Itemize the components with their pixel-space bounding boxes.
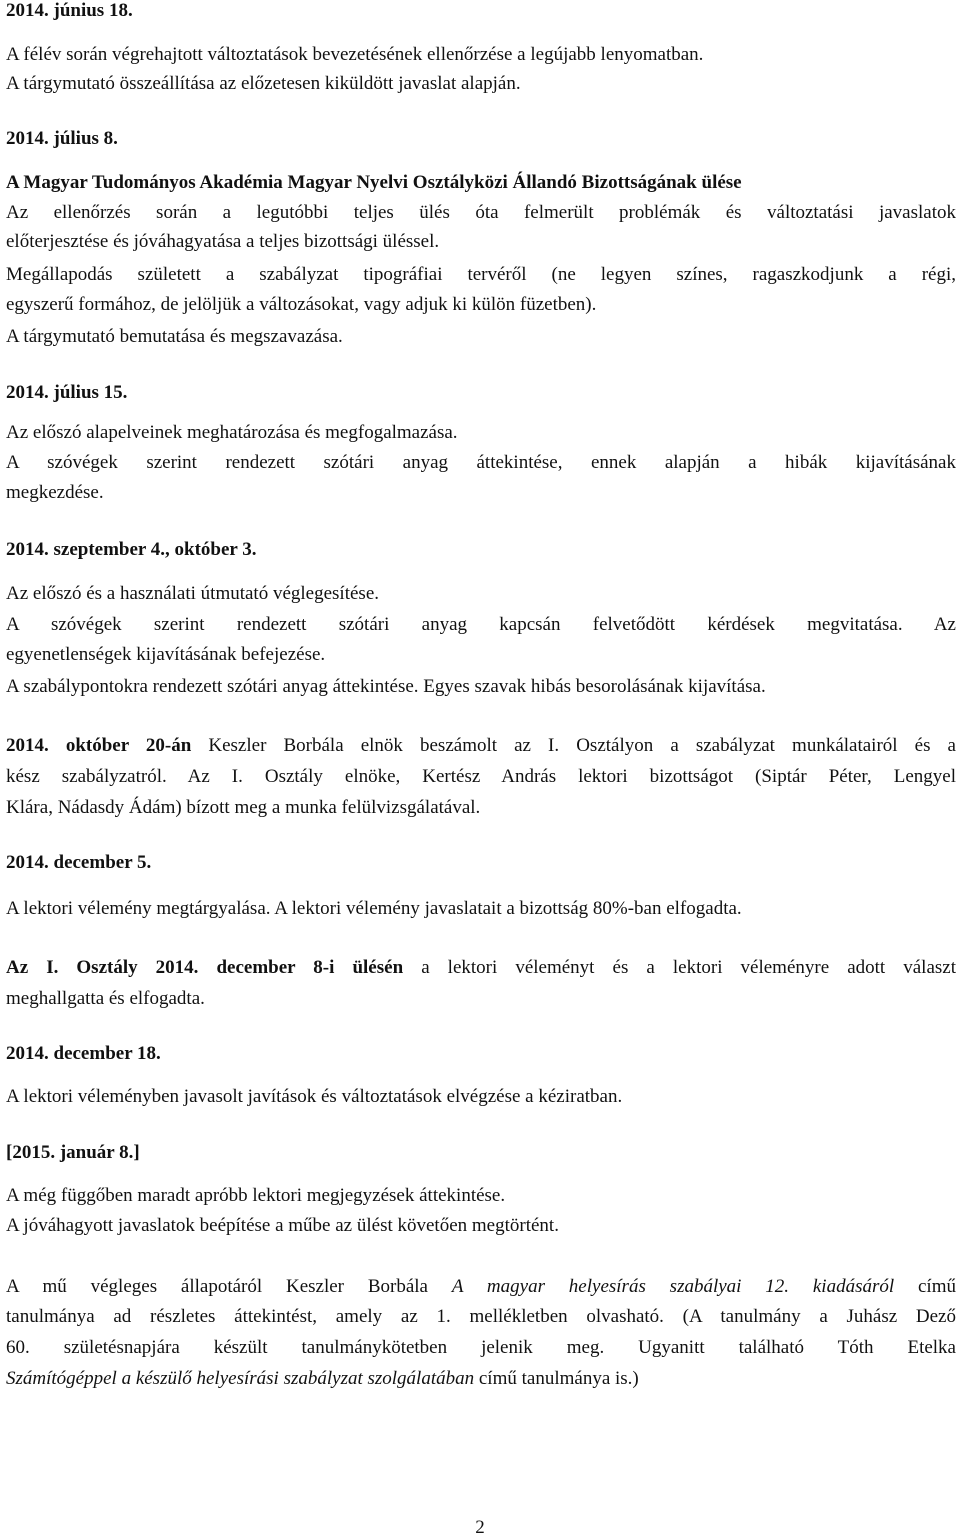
- body-line: előterjesztése és jóváhagyatása a teljes bizottsági üléssel.: [6, 231, 440, 252]
- body-line: tanulmánya ad részletes áttekintést, amely az 1. mellékletben olvasható. (A tanulmány a Juhász Dező: [6, 1306, 956, 1327]
- title-italic: Számítógéppel a készülő helyesírási szabályzat szolgálatában: [6, 1368, 475, 1389]
- paragraph-line: [6, 957, 956, 979]
- body-line: kész szabályzatról. Az I. Osztály elnöke, Kertész András lektori bizottságot (Siptár Péter, Lengyel: [6, 766, 956, 787]
- session-inline: Az I. Osztály 2014. december 8-i ülésén: [6, 957, 404, 978]
- body-line: A félév során végrehajtott változtatások bevezetésének ellenőrzése a legújabb lenyomatban.: [6, 44, 704, 65]
- body-line: 60. születésnapjára készült tanulmánykötetben jelenik meg. Ugyanitt található Tóth Etelka: [6, 1337, 956, 1358]
- body-line: A tárgymutató bemutatása és megszavazása.: [6, 326, 343, 347]
- body-line: A lektori véleményben javasolt javítások és változtatások elvégzése a kéziratban.: [6, 1086, 623, 1107]
- page-number: 2: [475, 1517, 485, 1538]
- body-text: A mű végleges állapotáról Keszler Borbála: [6, 1276, 452, 1297]
- body-line: A szabálypontokra rendezett szótári anyag áttekintése. Egyes szavak hibás besorolásának kijavítása.: [6, 676, 766, 697]
- date-heading: 2014. december 18.: [6, 1043, 161, 1064]
- body-text: Keszler Borbála elnök beszámolt az I. Osztályon a szabályzat munkálatairól és a: [191, 735, 956, 756]
- body-line: A jóváhagyott javaslatok beépítése a műbe az ülést követően megtörtént.: [6, 1215, 559, 1236]
- date-heading: [2015. január 8.]: [6, 1142, 140, 1163]
- date-heading: 2014. december 5.: [6, 852, 152, 873]
- date-heading: 2014. június 18.: [6, 0, 133, 21]
- date-heading: 2014. szeptember 4., október 3.: [6, 539, 257, 560]
- body-text: a lektori véleményt és a lektori véleményre adott választ: [403, 957, 956, 978]
- body-line: egyszerű formához, de jelöljük a változásokat, vagy adjuk ki külön füzetben).: [6, 294, 597, 315]
- body-line: megkezdése.: [6, 482, 104, 503]
- body-line: Az ellenőrzés során a legutóbbi teljes ülés óta felmerült problémák és változtatási javaslatok: [6, 202, 956, 223]
- body-line: A szóvégek szerint rendezett szótári anyag áttekintése, ennek alapján a hibák kijavításának: [6, 452, 956, 473]
- body-line: A még függőben maradt apróbb lektori megjegyzések áttekintése.: [6, 1185, 506, 1206]
- body-line: Megállapodás született a szabályzat tipográfiai tervéről (ne legyen színes, ragaszkodjunk a régi,: [6, 264, 956, 285]
- body-text: című: [894, 1276, 956, 1297]
- date-heading: 2014. július 15.: [6, 382, 128, 403]
- body-text: című tanulmánya is.): [474, 1368, 639, 1389]
- date-inline: 2014. október 20-án: [6, 735, 192, 756]
- title-italic: A magyar helyesírás szabályai 12. kiadásáról: [451, 1276, 895, 1297]
- body-line: meghallgatta és elfogadta.: [6, 988, 205, 1009]
- paragraph-line: [6, 735, 956, 757]
- body-line: A szóvégek szerint rendezett szótári anyag kapcsán felvetődött kérdések megvitatása. Az: [6, 614, 956, 635]
- meeting-heading: A Magyar Tudományos Akadémia Magyar Nyelvi Osztályközi Állandó Bizottságának ülése: [6, 172, 742, 193]
- paragraph-line: [6, 1276, 956, 1298]
- body-line: egyenetlenségek kijavításának befejezése.: [6, 644, 326, 665]
- body-line: Az előszó és a használati útmutató véglegesítése.: [6, 583, 380, 604]
- date-heading: 2014. július 8.: [6, 128, 118, 149]
- body-line: A lektori vélemény megtárgyalása. A lektori vélemény javaslatait a bizottság 80%-ban elfogadta.: [6, 898, 742, 919]
- body-line: A tárgymutató összeállítása az előzetesen kiküldött javaslat alapján.: [6, 73, 521, 94]
- body-line: Az előszó alapelveinek meghatározása és megfogalmazása.: [6, 422, 458, 443]
- paragraph-line: [6, 1368, 639, 1390]
- body-line: Klára, Nádasdy Ádám) bízott meg a munka felülvizsgálatával.: [6, 797, 481, 818]
